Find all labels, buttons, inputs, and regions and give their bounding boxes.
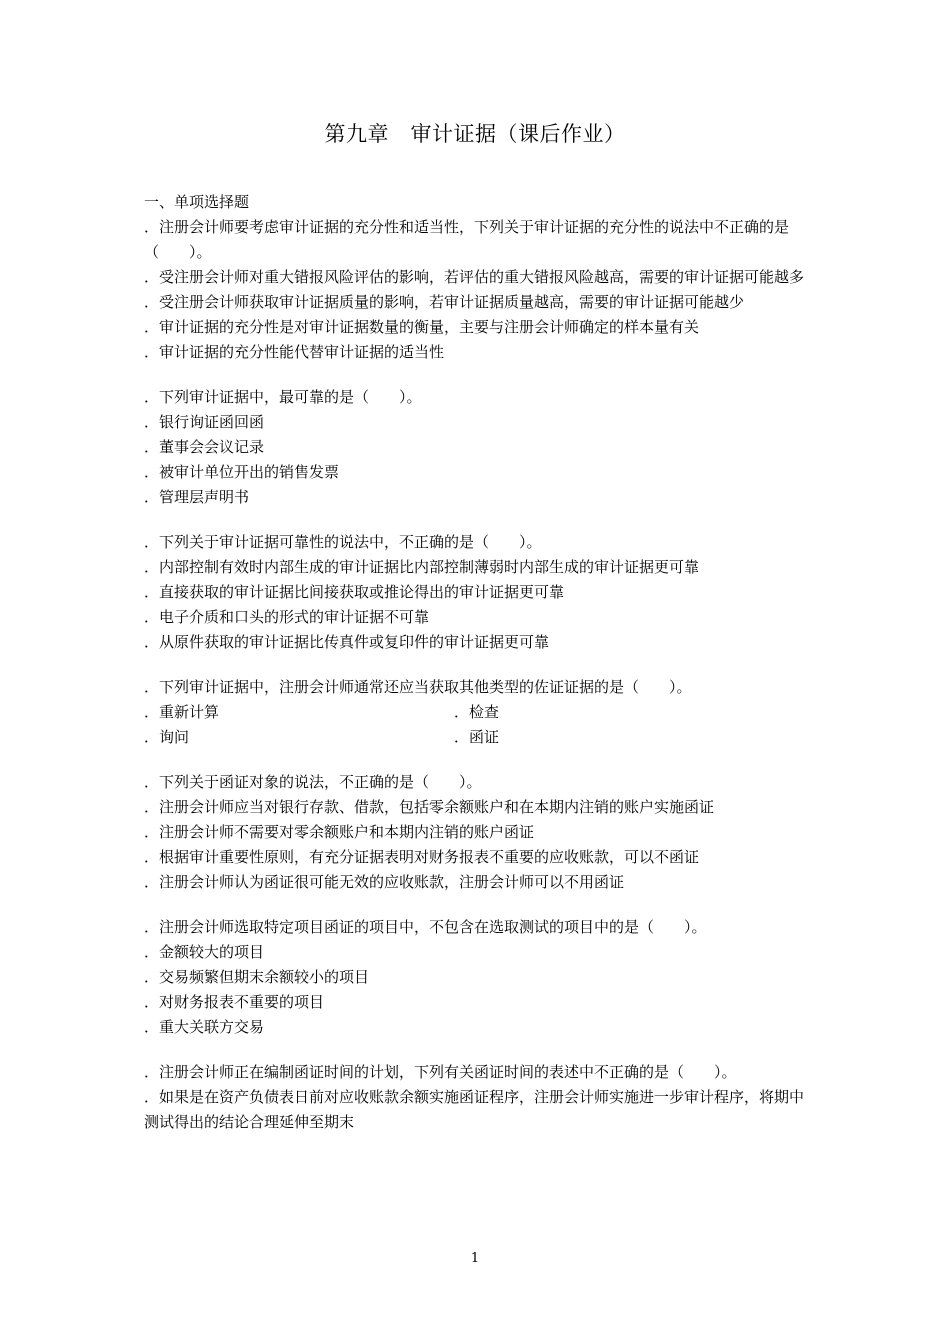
question-stem: ．下列审计证据中，最可靠的是（ ）。 xyxy=(144,388,422,406)
option-d: ．重大关联方交易 xyxy=(144,1018,265,1036)
option-d: ．从原件获取的审计证据比传真件或复印件的审计证据更可靠 xyxy=(144,633,550,651)
option-b: ．注册会计师不需要对零余额账户和本期内注销的账户函证 xyxy=(144,823,535,841)
question-stem: ．注册会计师选取特定项目函证的项目中，不包含在选取测试的项目中的是（ ）。 xyxy=(144,918,707,936)
option-c: ．根据审计重要性原则，有充分证据表明对财务报表不重要的应收账款，可以不函证 xyxy=(144,848,700,866)
option-b: ．受注册会计师获取审计证据质量的影响，若审计证据质量越高，需要的审计证据可能越少 xyxy=(144,293,745,311)
option-b: ．直接获取的审计证据比间接获取或推论得出的审计证据更可靠 xyxy=(144,583,565,601)
page-title: 第九章 审计证据（课后作业） xyxy=(324,122,626,146)
question-list xyxy=(144,190,812,1135)
question-stem: ．下列关于审计证据可靠性的说法中，不正确的是（ ）。 xyxy=(144,533,542,551)
option-row xyxy=(144,700,812,725)
option-c: ．询问 xyxy=(144,728,190,746)
question-stem: ．注册会计师要考虑审计证据的充分性和适当性，下列关于审计证据的充分性的说法中不正确的是（ ）。 xyxy=(144,218,790,261)
option-a: ．注册会计师应当对银行存款、借款，包括零余额账户和在本期内注销的账户实施函证 xyxy=(144,798,715,816)
option-c: ．电子介质和口头的形式的审计证据不可靠 xyxy=(144,608,430,626)
option-d: ．审计证据的充分性能代替审计证据的适当性 xyxy=(144,343,445,361)
page-number: 1 xyxy=(470,1251,480,1266)
option-b: ．交易频繁但期末余额较小的项目 xyxy=(144,968,370,986)
option-a: ．银行询证函回函 xyxy=(144,413,265,431)
option-a: ．如果是在资产负债表日前对应收账款余额实施函证程序，注册会计师实施进一步审计程序，将期中测试得出的结论合理延伸至期末 xyxy=(144,1088,805,1131)
option-c: ．被审计单位开出的销售发票 xyxy=(144,463,340,481)
option-b: ．董事会会议记录 xyxy=(144,438,265,456)
option-row xyxy=(144,725,812,750)
option-d: ．管理层声明书 xyxy=(144,488,250,506)
question-stem: ．注册会计师正在编制函证时间的计划，下列有关函证时间的表述中不正确的是（ ）。 xyxy=(144,1063,737,1081)
question-stem: ．下列关于函证对象的说法，不正确的是（ ）。 xyxy=(144,773,482,791)
section-heading: 一、单项选择题 xyxy=(144,193,250,211)
option-a: ．金额较大的项目 xyxy=(144,943,265,961)
option-a: ．受注册会计师对重大错报风险评估的影响，若评估的重大错报风险越高，需要的审计证据可能越多 xyxy=(144,268,805,286)
option-c: ．对财务报表不重要的项目 xyxy=(144,993,325,1011)
option-b: ．检查 xyxy=(454,703,500,721)
question-stem: ．下列审计证据中，注册会计师通常还应当获取其他类型的佐证证据的是（ ）。 xyxy=(144,678,692,696)
option-a: ．重新计算 xyxy=(144,703,220,721)
option-a: ．内部控制有效时内部生成的审计证据比内部控制薄弱时内部生成的审计证据更可靠 xyxy=(144,558,700,576)
option-c: ．审计证据的充分性是对审计证据数量的衡量，主要与注册会计师确定的样本量有关 xyxy=(144,318,700,336)
option-d: ．注册会计师认为函证很可能无效的应收账款，注册会计师可以不用函证 xyxy=(144,873,625,891)
option-d: ．函证 xyxy=(454,728,500,746)
